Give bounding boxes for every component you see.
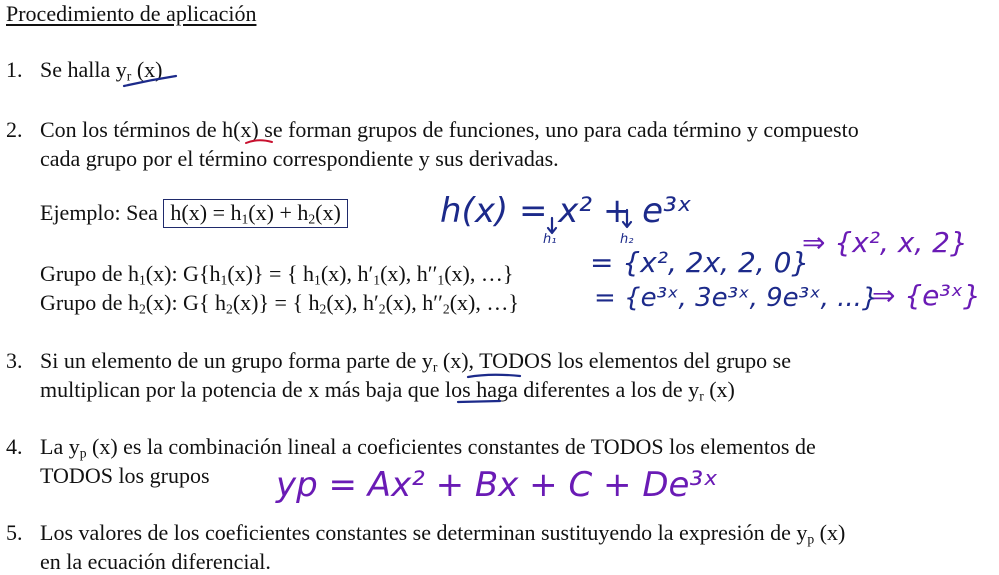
hw-arrow-h2 [623, 210, 631, 227]
step-1 [6, 57, 163, 84]
hw-h2-label: h₂ [620, 232, 634, 247]
step-3 [6, 348, 791, 404]
example-formula-box: $h(x) = h_1(x) + h_2(x)$ [163, 199, 347, 228]
hw-group1-result: ⇒ {x², x, 2} [802, 226, 968, 259]
step-number: 2. [6, 117, 23, 142]
step-text-line-1: Los valores de los coeficientes constantes se determinan sustituyendo la expresión de $y_p$ (x) [40, 520, 846, 547]
example-line [40, 200, 348, 226]
step-text-line-2: multiplican por la potencia de x más baja que los haga diferentes a los de $y_r$ (x) [40, 377, 735, 404]
step-text-line-2: en la ecuación diferencial. [40, 549, 271, 574]
step-number: 5. [6, 520, 23, 545]
step-text-line-2: cada grupo por el término correspondiente y sus derivadas. [40, 146, 559, 171]
example-label: Ejemplo: Sea [40, 200, 158, 225]
step-text-line-2: TODOS los grupos [40, 463, 210, 488]
hw-arrow-h1 [548, 218, 556, 233]
hw-h1-label: h₁ [543, 232, 557, 247]
hw-yp-equation: yp = Ax² + Bx + C + De³ˣ [276, 465, 719, 505]
page-title: Procedimiento de aplicación [6, 1, 257, 26]
step-text-line-1: Si un elemento de un grupo forma parte de $y_r$ (x), TODOS los elementos del grupo se [40, 348, 791, 375]
group-line-1: Grupo de $h_1(x)$: $G\{h_1(x)\}$ = { $h_1(x)$, $h'_1(x)$, $h''_1(x)$, …} [40, 261, 514, 288]
hw-hx-equation: h(x) = x² + e³ˣ [440, 191, 692, 231]
step-5 [6, 520, 846, 574]
hw-group1-set: = {x², 2x, 2, 0} [590, 246, 810, 279]
step-number: 1. [6, 57, 23, 82]
step-text-line-1: Con los términos de h(x) se forman grupos de funciones, uno para cada término y compuesto [40, 117, 859, 142]
hw-group2-result: ⇒ {e³ˣ} [872, 279, 981, 312]
step-number: 3. [6, 348, 23, 373]
step-2 [6, 117, 859, 171]
hx-term: h(x) [222, 117, 259, 142]
step-text-line-1: La $y_p$ (x) es la combinación lineal a coeficientes constantes de TODOS los elementos de [40, 434, 816, 461]
step-text: Se halla $y_r$ (x) [40, 57, 163, 84]
hw-group2-set: = {e³ˣ, 3e³ˣ, 9e³ˣ, ...} [594, 283, 879, 313]
group-line-2: Grupo de $h_2(x)$: G{ $h_2(x)$} = { $h_2(x)$, $h'_2(x)$, $h''_2(x)$, …} [40, 290, 519, 317]
step-number: 4. [6, 434, 23, 459]
